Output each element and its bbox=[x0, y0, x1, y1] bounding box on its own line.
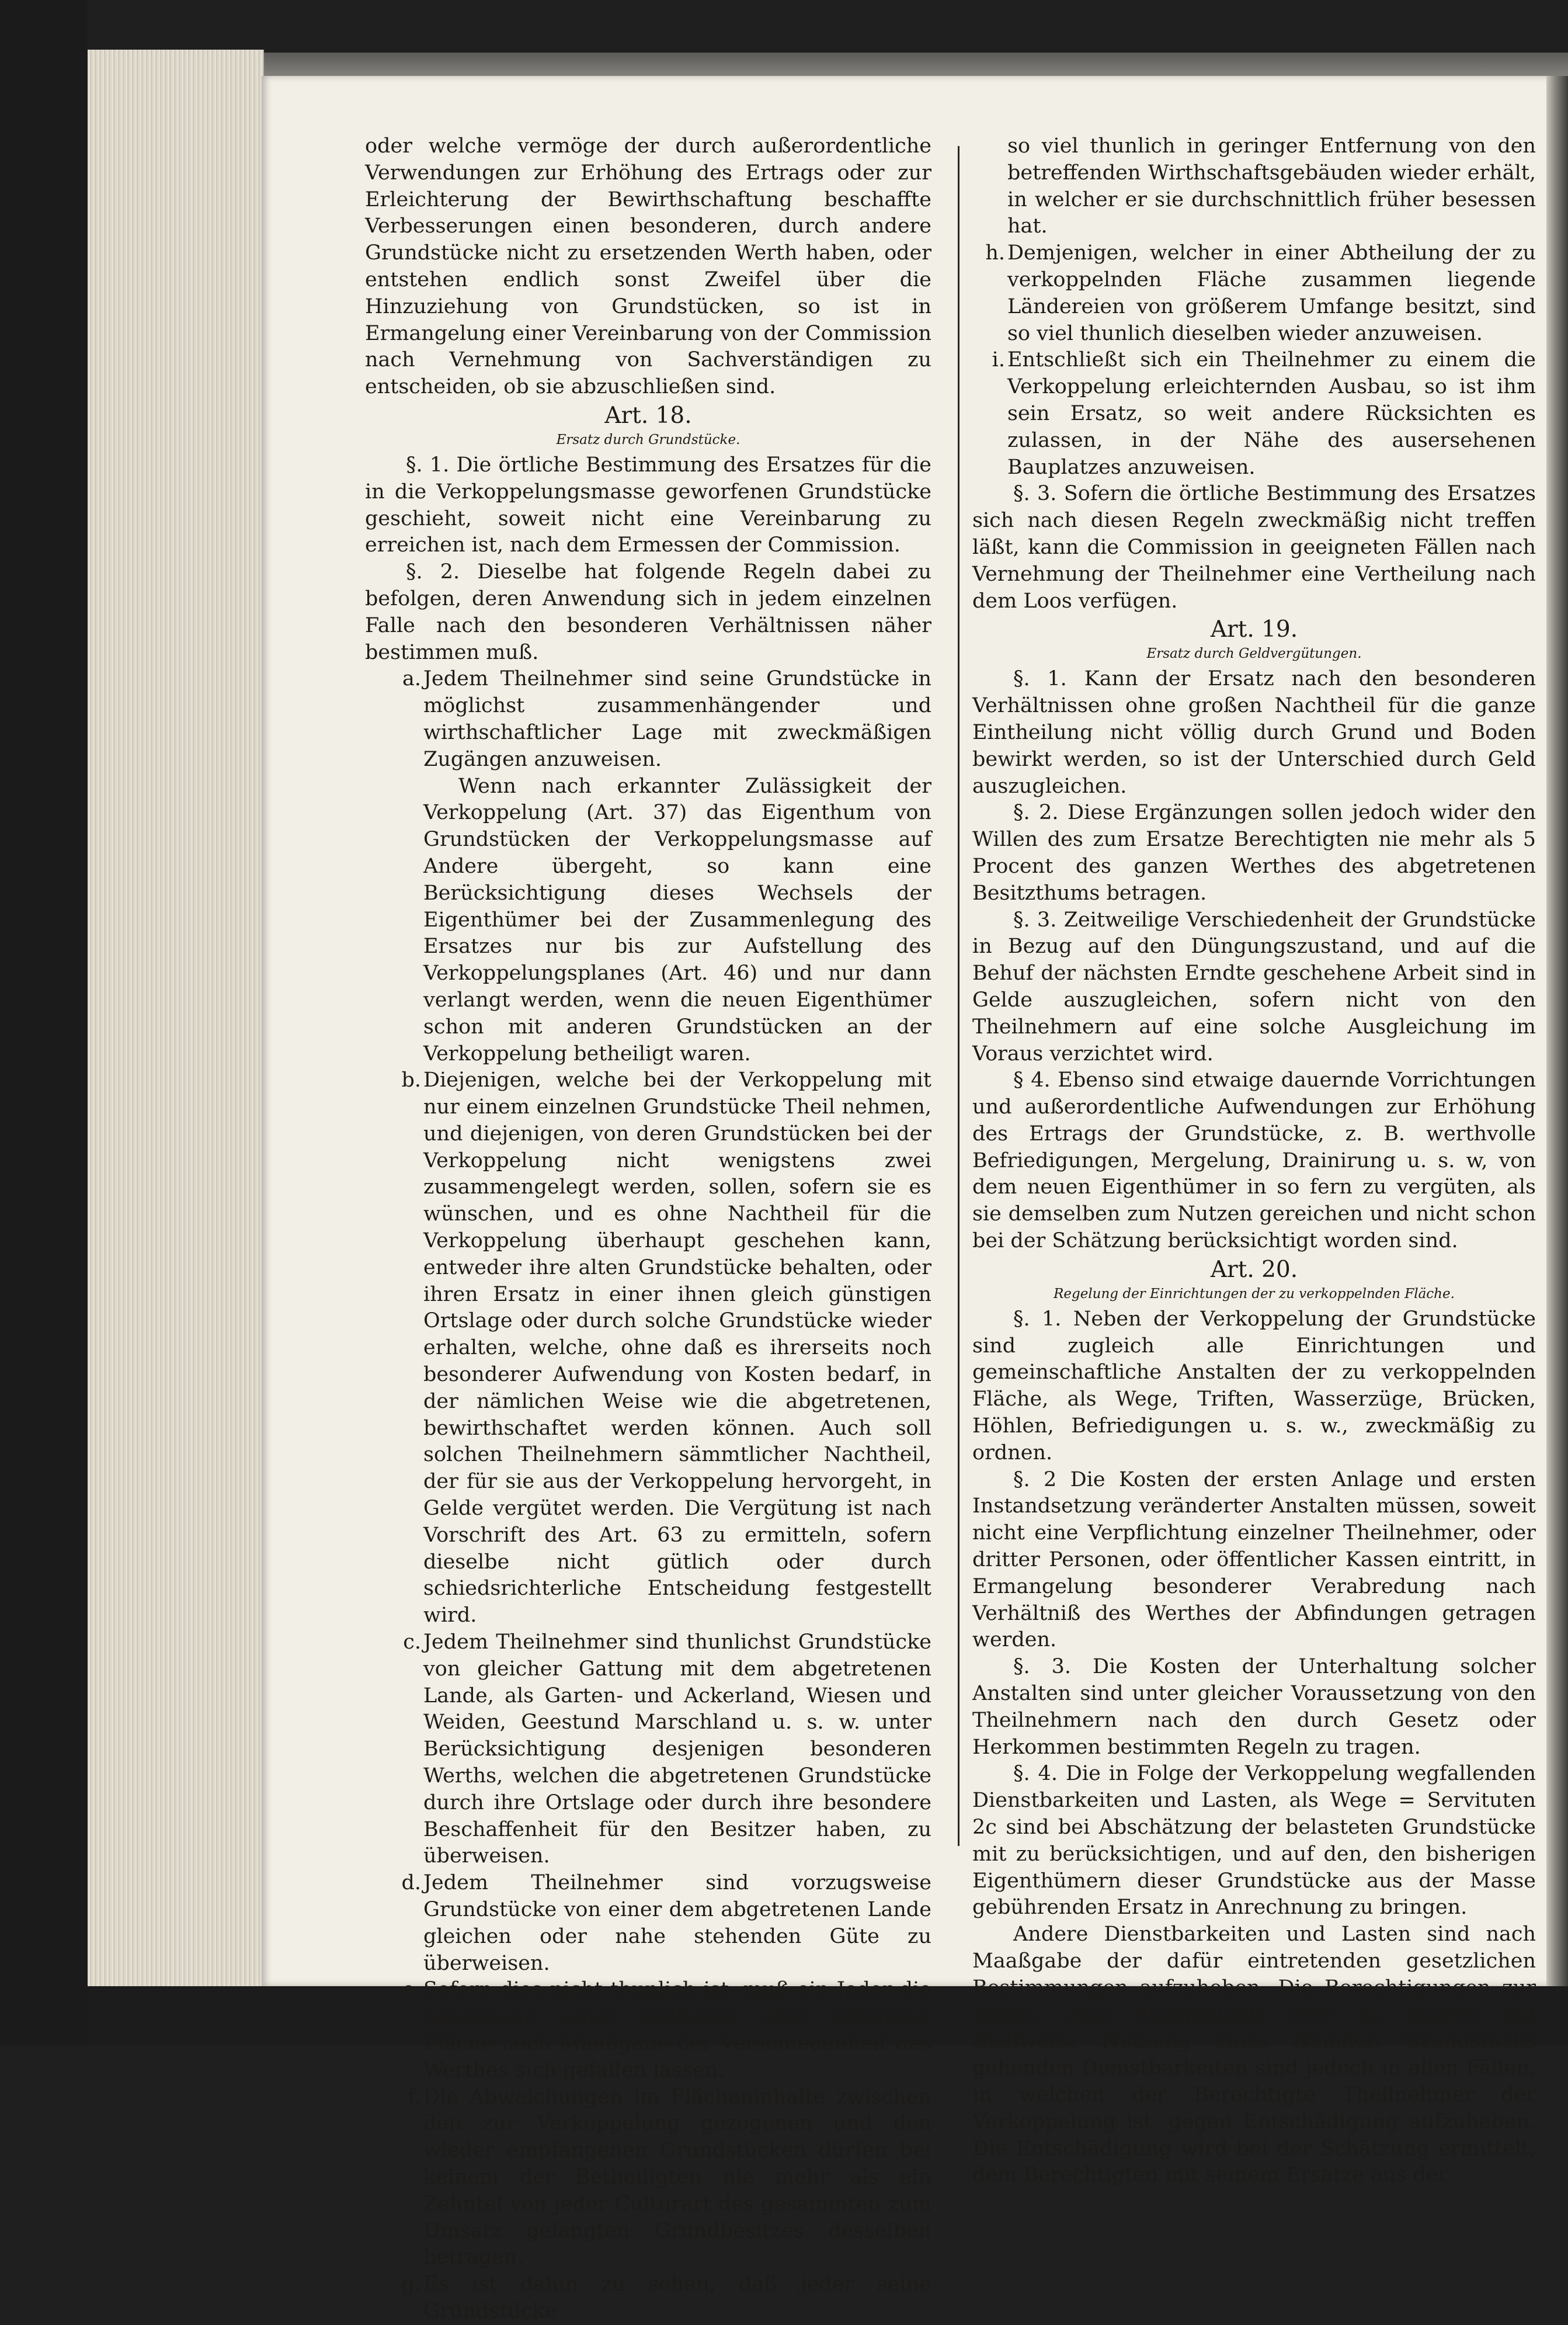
list-item-f bbox=[365, 2084, 931, 2272]
article-20-subtitle: Regelung der Einrichtungen der zu verkoppelnden Fläche. bbox=[1054, 1286, 1455, 1302]
book-page-edges bbox=[88, 50, 264, 1995]
list-item-label: c. bbox=[403, 1630, 421, 1654]
list-item-text: Die Abweichungen im Flächeninhalte zwischen den zur Verkoppelung gezogenen und den wieder empfangenen Grundstücken dürfen bei keinem der Betheiligten nie mehr als ein Zehntel von jeder Culturart des gesammten zum Umsatz gelangten Grundbesitzes desselben betragen. bbox=[423, 2085, 931, 2270]
list-item-text: Diejenigen, welche bei der Verkoppelung mit nur einem einzelnen Grundstücke Theil nehmen, und diejenigen, von deren Grundstücken bei der Verkoppelung nicht wenigstens zwei zusammengelegt werden, sollen, sofern sie es wünschen, und es ohne Nachtheil für die Verkoppelung überhaupt geschehen kann, entweder ihre alten Grundstücke behalten, oder ihren Ersatz in einer ihnen gleich günstigen Ortslage oder durch solche Grundstücke wieder erhalten, welche, ohne daß es ihrerseits noch besonderer Aufwendung von Kosten bedarf, in der nämlichen Weise wie die abgetretenen, bewirthschaftet werden können. Auch soll solchen Theilnehmern sämmtlicher Nachtheil, der für sie aus der Verkoppelung hervorgeht, in Gelde vergütet werden. Die Vergütung ist nach Vorschrift des Art. 63 zu ermitteln, sofern dieselbe nicht gütlich oder durch schiedsrichterliche Entscheidung festgestellt wird. bbox=[423, 1068, 931, 1627]
article-19-section-2: §. 2. Diese Ergänzungen sollen jedoch wider den Willen des zum Ersatze Berechtigten nie mehr als 5 Procent des ganzen Werthes des abgetretenen Besitzthums betragen. bbox=[972, 801, 1536, 905]
article-19-section-4: § 4. Ebenso sind etwaige dauernde Vorrichtungen und außerordentliche Aufwendungen zur Erhöhung des Ertrags der Grundstücke, z. B. werthvolle Befriedigungen, Mergelung, Drainirung u. s. w, von dem neuen Eigenthümer in so fern zu vergüten, als sie demselben zum Nutzen gereichen und nicht schon bei der Schätzung berücksichtigt worden sind. bbox=[972, 1068, 1536, 1253]
article-20-section-3: §. 3. Die Kosten der Unterhaltung solcher Anstalten sind unter gleicher Voraussetzung von den Theilnehmern nach den durch Gesetz oder Herkommen bestimmten Regeln zu tragen. bbox=[972, 1655, 1536, 1759]
left-intro-paragraph: oder welche vermöge der durch außerordentliche Verwendungen zur Erhöhung des Ertrags oder zur Erleichterung der Bewirthschaftung beschaffte Verbesserungen einen besonderen, durch andere Grundstücke nicht zu ersetzenden Werth haben, oder entstehen endlich sonst Zweifel über die Hinzuziehung von Grundstücken, so ist in Ermangelung einer Vereinbarung von der Commission nach Vernehmung von Sachverständigen zu entscheiden, ob sie abzuschließen sind. bbox=[365, 134, 931, 399]
list-item-label: b. bbox=[401, 1068, 421, 1092]
list-item-text: Demjenigen, welcher in einer Abtheilung der zu verkoppelnden Fläche zusammen liegende Ländereien von größerem Umfange besitzt, sind so viel thunlich dieselben wieder anzuweisen. bbox=[1007, 241, 1536, 345]
article-20-section-4: §. 4. Die in Folge der Verkoppelung wegfallenden Dienstbarkeiten und Lasten, als Wege = Servituten 2c sind bei Abschätzung der belasteten Grundstücke mit zu berücksichtigen, und auf den, den bisherigen Eigenthümern dieser Grundstücke aus der Masse gebührenden Ersatz in Anrechnung zu bringen. bbox=[972, 1762, 1536, 1920]
list-item-text: Jedem Theilnehmer sind seine Grundstücke in möglichst zusammenhängender und wirthschaftlicher Lage mit zweckmäßigen Zugängen anzuweisen. bbox=[423, 667, 931, 771]
article-19-section-3: §. 3. Zeitweilige Verschiedenheit der Grundstücke in Bezug auf den Düngungszustand, und auf die Behuf der nächsten Erndte geschehene Arbeit sind in Gelde auszugleichen, sofern nicht von den Theilnehmern auf eine solche Ausgleichung im Voraus verzichtet wird. bbox=[972, 908, 1536, 1066]
article-18-section-1: §. 1. Die örtliche Bestimmung des Ersatzes für die in die Verkoppelungsmasse geworfenen Grundstücke geschieht, soweit nicht eine Vereinbarung zu erreichen ist, nach dem Ermessen der Commission. bbox=[365, 453, 931, 557]
article-20-section-1: §. 1. Neben der Verkoppelung der Grundstücke sind zugleich alle Einrichtungen und gemeinschaftliche Anstalten der zu verkoppelnden Fläche, als Wege, Triften, Wasserzüge, Brücken, Höhlen, Befriedigungen u. s. w., zweckmäßig zu ordnen. bbox=[972, 1307, 1536, 1465]
list-item-i bbox=[972, 347, 1536, 481]
article-18-heading: Art. 18. bbox=[604, 402, 692, 429]
article-19-heading: Art. 19. bbox=[1210, 616, 1298, 643]
list-item-a bbox=[365, 666, 931, 773]
list-item-d bbox=[365, 1870, 931, 1977]
right-column bbox=[972, 133, 1536, 2189]
list-item-b bbox=[365, 1067, 931, 1629]
list-item-label: i. bbox=[992, 348, 1005, 372]
list-item-h bbox=[972, 240, 1536, 347]
list-item-c bbox=[365, 1629, 931, 1870]
article-20-paragraph-5: Andere Dienstbarkeiten und Lasten sind nach Maaßgabe der dafür eintretenden gesetzlichen Bestimmungen aufzuheben. Die Berechtigungen zur Weide, zum Plaggenhieb oder zu andern auf theilweise Nutzung eines fremden Grundstücks gehenden Dienstbarkeiten sind jedoch in allen Fällen, in welchen der Berechtigte Theilnehmer der Verkoppelung ist, gegen Entschädigung aufzuheben. Die Entschädigung wird bei der Schätzung ermittelt, dem Berechtigten mit seinem Ersatze aus der bbox=[972, 1923, 1536, 2187]
page-right-shadow bbox=[1546, 76, 1568, 1998]
list-item-e bbox=[365, 1977, 931, 2084]
list-item-label: e. bbox=[402, 1978, 421, 2002]
list-item-label: d. bbox=[401, 1871, 421, 1895]
list-item-text: Entschließt sich ein Theilnehmer zu einem die Verkoppelung erleichternden Ausbau, so ist ihm sein Ersatz, so weit andere Rücksichten es zulassen, in der Nähe des ausersehenen Bauplatzes anzuweisen. bbox=[1007, 348, 1536, 479]
list-item-g bbox=[365, 2271, 931, 2325]
article-18-section-2: §. 2. Dieselbe hat folgende Regeln dabei zu befolgen, deren Anwendung sich in jedem einzelnen Falle nach den besonderen Verhältnissen näher bestimmen muß. bbox=[365, 560, 931, 664]
list-item-text: Jedem Theilnehmer sind thunlichst Grundstücke von gleicher Gattung mit dem abgetretenen Lande, als Garten- und Ackerland, Wiesen und Weiden, Geestund Marschland u. s. w. unter Berücksichtigung desjenigen besonderen Werths, welchen die abgetretenen Grundstücke durch ihre Ortslage oder durch ihre besondere Beschaffenheit für den Besitzer haben, zu überweisen. bbox=[423, 1630, 931, 1868]
left-column bbox=[365, 133, 931, 2325]
right-intro-paragraph: so viel thunlich in geringer Entfernung von den betreffenden Wirthschaftsgebäuden wieder erhält, in welcher er sie durchschnittlich früher besessen hat. bbox=[1007, 134, 1536, 238]
article-18-subtitle: Ersatz durch Grundstücke. bbox=[556, 432, 740, 447]
article-18-section-3: §. 3. Sofern die örtliche Bestimmung des Ersatzes sich nach diesen Regeln zweckmäßig nicht treffen läßt, kann die Commission in geeigneten Fällen nach Vernehmung der Theilnehmer eine Vertheilung nach dem Loos verfügen. bbox=[972, 482, 1536, 613]
article-19-subtitle: Ersatz durch Geldvergütungen. bbox=[1146, 646, 1362, 662]
list-item-label: a. bbox=[402, 667, 421, 691]
book-cover-left bbox=[0, 0, 88, 2045]
article-19-section-1: §. 1. Kann der Ersatz nach den besonderen Verhältnissen ohne großen Nachtheil für die ganze Eintheilung nicht völlig durch Grund und Boden bewirkt werden, so ist der Unterschied durch Geld auszugleichen. bbox=[972, 667, 1536, 798]
article-20-section-2: §. 2 Die Kosten der ersten Anlage und ersten Instandsetzung veränderter Anstalten müssen, soweit nicht eine Verpflichtung einzelner Theilnehmer, oder dritter Personen, oder öffentlicher Kassen eintritt, in Ermangelung besonderer Verabredung nach Verhältniß des Werthes der Abfindungen getragen werden. bbox=[972, 1467, 1536, 1652]
list-item-text: Es ist dahin zu sehen, daß jeder seine Grundstücke bbox=[423, 2272, 931, 2323]
article-20-heading: Art. 20. bbox=[1210, 1256, 1298, 1283]
list-item-label: f. bbox=[408, 2085, 421, 2109]
list-item-label: h. bbox=[985, 241, 1005, 265]
list-item-a-continuation: Wenn nach erkannter Zulässigkeit der Verkoppelung (Art. 37) das Eigenthum von Grundstücken der Verkoppelungsmasse auf Andere übergeht, so kann eine Berücksichtigung dieses Wechsels der Eigenthümer bei der Zusammenlegung des Ersatzes nur bis zur Aufstellung des Verkoppelungsplanes (Art. 46) und nur dann verlangt werden, wenn die neuen Eigenthümer schon mit anderen Grundstücken an der Verkoppelung betheiligt waren. bbox=[423, 774, 931, 1066]
list-item-label: g. bbox=[401, 2272, 421, 2296]
column-divider bbox=[958, 146, 959, 1846]
list-item-text: Jedem Theilnehmer sind vorzugsweise Grundstücke von einer dem abgetretenen Lande gleichen oder nahe stehenden Güte zu überweisen. bbox=[423, 1871, 931, 1975]
list-item-text: Sofern dies nicht thunlich ist, muß ein Jeder die Anweisung einer größeren oder kleineren Fläche nach Maaßgabe der Verschiedenheit des Werthes sich gefallen lassen. bbox=[423, 1978, 931, 2082]
